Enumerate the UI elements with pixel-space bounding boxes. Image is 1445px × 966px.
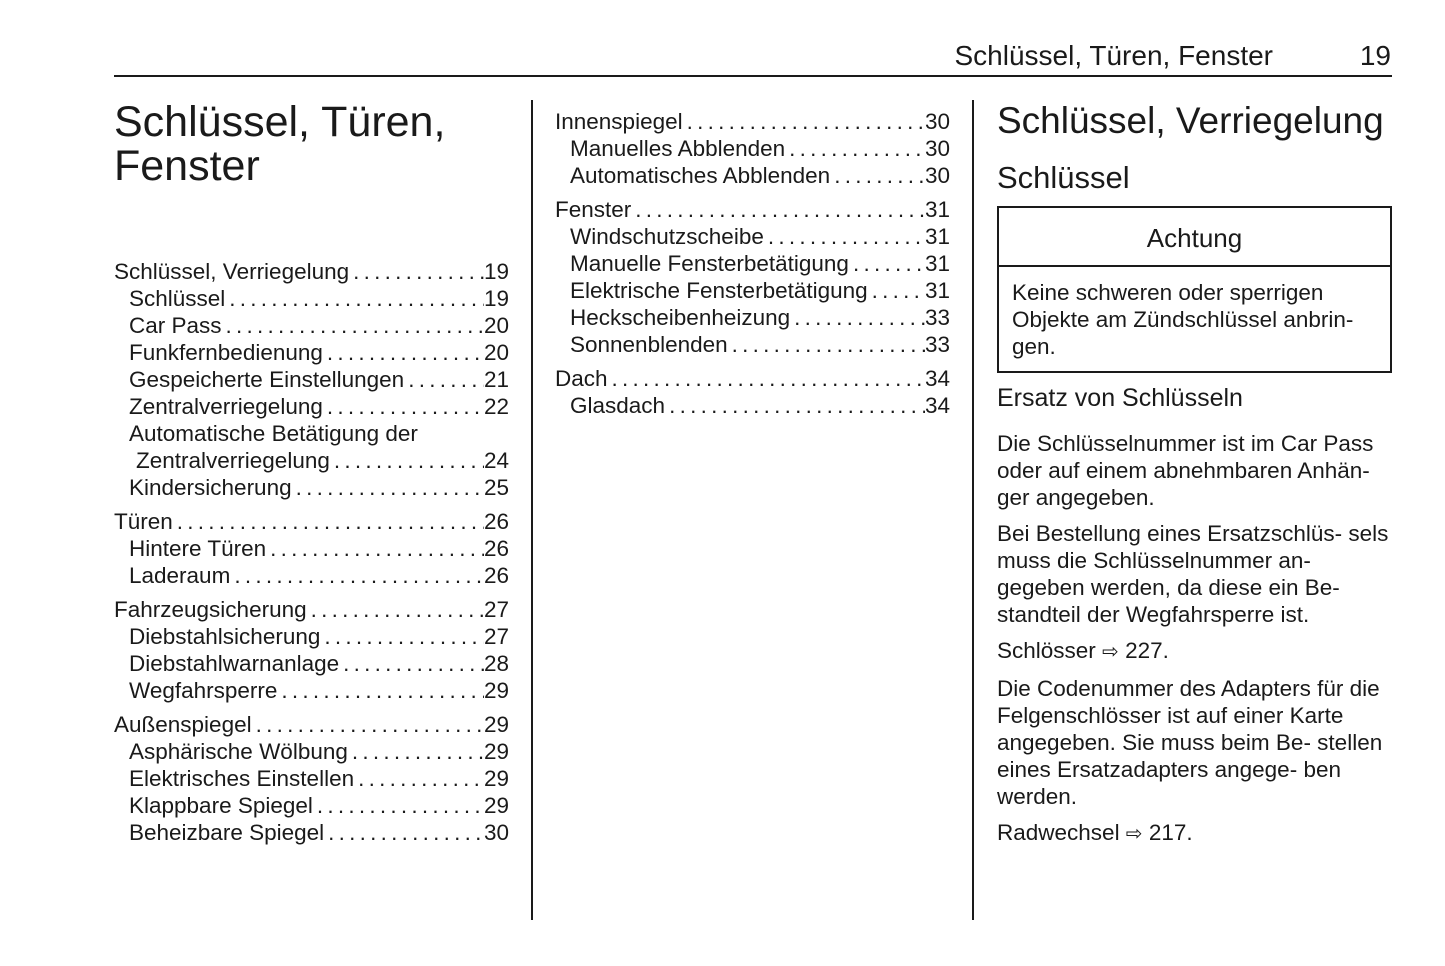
toc-entry[interactable]: Zentralverriegelung . . . 22 [114, 393, 509, 420]
column-divider-right [972, 100, 974, 920]
paragraph-xref [997, 819, 1397, 848]
paragraph-xref [997, 637, 1397, 666]
xref-arrow-icon: ⇨ [1125, 823, 1143, 845]
toc-entry[interactable]: Kindersicherung . . . 25 [114, 474, 509, 501]
page-number: 19 [1359, 40, 1391, 71]
section-title: Schlüssel, Verriegelung [997, 100, 1384, 141]
toc-entry[interactable]: Schlüssel . . . 19 [114, 285, 509, 312]
toc-entry[interactable]: Glasdach . . . 34 [555, 392, 950, 419]
toc-group [555, 365, 950, 419]
chapter-title [114, 100, 524, 188]
chapter-title-line2: Fenster [114, 142, 260, 190]
toc-entry[interactable]: Gespeicherte Einstellungen . . . 21 [114, 366, 509, 393]
toc-entry[interactable]: Zentralverriegelung . . . 24 [114, 447, 509, 474]
paragraph: Die Codenummer des Adapters für die Felgenschlösser ist auf einer Karte angegeben. Sie muss beim Be- stellen eines Ersatzadapters angege- ben werden. [997, 676, 1383, 809]
toc-entry-main[interactable]: Dach . . . 34 [555, 365, 950, 392]
toc-entry-wrapped[interactable]: Automatische Betätigung der [129, 421, 418, 446]
toc-entry[interactable]: Car Pass . . . 20 [114, 312, 509, 339]
toc-group [114, 596, 509, 704]
toc-entry[interactable]: Heckscheibenheizung . . . 33 [555, 304, 950, 331]
toc-entry[interactable]: Manuelles Abblenden . . . 30 [555, 135, 950, 162]
body-text [997, 430, 1397, 857]
toc-group [114, 258, 509, 501]
xref-arrow-icon: ⇨ [1102, 641, 1119, 663]
toc-entry[interactable]: Beheizbare Spiegel . . . 30 [114, 819, 509, 846]
toc-entry[interactable]: Windschutzscheibe . . . 31 [555, 223, 950, 250]
toc-group [555, 108, 950, 189]
warning-heading: Achtung [999, 208, 1390, 267]
warning-text: Keine schweren oder sperrigen Objekte am Zündschlüssel anbrin- gen. [1012, 280, 1354, 359]
paragraph: Bei Bestellung eines Ersatzschlüs- sels muss die Schlüsselnummer an- gegeben werden, da diese ein Be- standteil der Wegfahrsperre ist. [997, 521, 1389, 627]
toc-entry[interactable]: Sonnenblenden . . . 33 [555, 331, 950, 358]
toc-entry[interactable]: Elektrisches Einstellen . . . 29 [114, 765, 509, 792]
subsubsection-title: Ersatz von Schlüsseln [997, 384, 1243, 412]
toc-entry[interactable]: Automatisches Abblenden . . . 30 [555, 162, 950, 189]
paragraph: Die Schlüsselnummer ist im Car Pass oder auf einem abnehmbaren Anhän- ger angegeben. [997, 431, 1374, 510]
toc-entry[interactable]: Elektrische Fensterbetätigung . . . 31 [555, 277, 950, 304]
toc-entry-main[interactable]: Türen . . . 26 [114, 508, 509, 535]
running-header-title: Schlüssel, Türen, Fenster [954, 40, 1273, 71]
xref-label: Radwechsel [997, 820, 1120, 845]
toc-group [114, 508, 509, 589]
toc-entry[interactable]: Hintere Türen . . . 26 [114, 535, 509, 562]
toc-entry[interactable]: Diebstahlsicherung . . . 27 [114, 623, 509, 650]
toc-entry-main[interactable]: Fenster . . . 31 [555, 196, 950, 223]
toc-entry-main[interactable]: Fahrzeugsicherung . . . 27 [114, 596, 509, 623]
xref-page-link[interactable]: 227. [1125, 638, 1169, 663]
xref-label: Schlösser [997, 638, 1096, 663]
toc-entry[interactable]: Wegfahrsperre . . . 29 [114, 677, 509, 704]
toc-entry[interactable]: Diebstahlwarnanlage . . . 28 [114, 650, 509, 677]
toc-entry-main[interactable]: Außenspiegel . . . 29 [114, 711, 509, 738]
toc-entry[interactable]: Laderaum . . . 26 [114, 562, 509, 589]
header-divider [114, 75, 1392, 77]
subsection-title: Schlüssel [997, 160, 1130, 195]
toc-entry[interactable]: Manuelle Fensterbetätigung . . . 31 [555, 250, 950, 277]
toc-entry-main[interactable]: Innenspiegel . . . 30 [555, 108, 950, 135]
chapter-title-line1: Schlüssel, Türen, [114, 98, 446, 146]
column-divider-left [531, 100, 533, 920]
toc-entry-main[interactable]: Schlüssel, Verriegelung . . . 19 [114, 258, 509, 285]
warning-box [997, 206, 1392, 373]
toc-left [114, 258, 509, 853]
toc-group [555, 196, 950, 358]
xref-page-link[interactable]: 217. [1148, 820, 1193, 845]
toc-middle [555, 108, 950, 426]
toc-entry[interactable]: Klappbare Spiegel . . . 29 [114, 792, 509, 819]
toc-entry[interactable]: Funkfernbedienung . . . 20 [114, 339, 509, 366]
toc-entry[interactable]: Asphärische Wölbung . . . 29 [114, 738, 509, 765]
toc-group [114, 711, 509, 846]
